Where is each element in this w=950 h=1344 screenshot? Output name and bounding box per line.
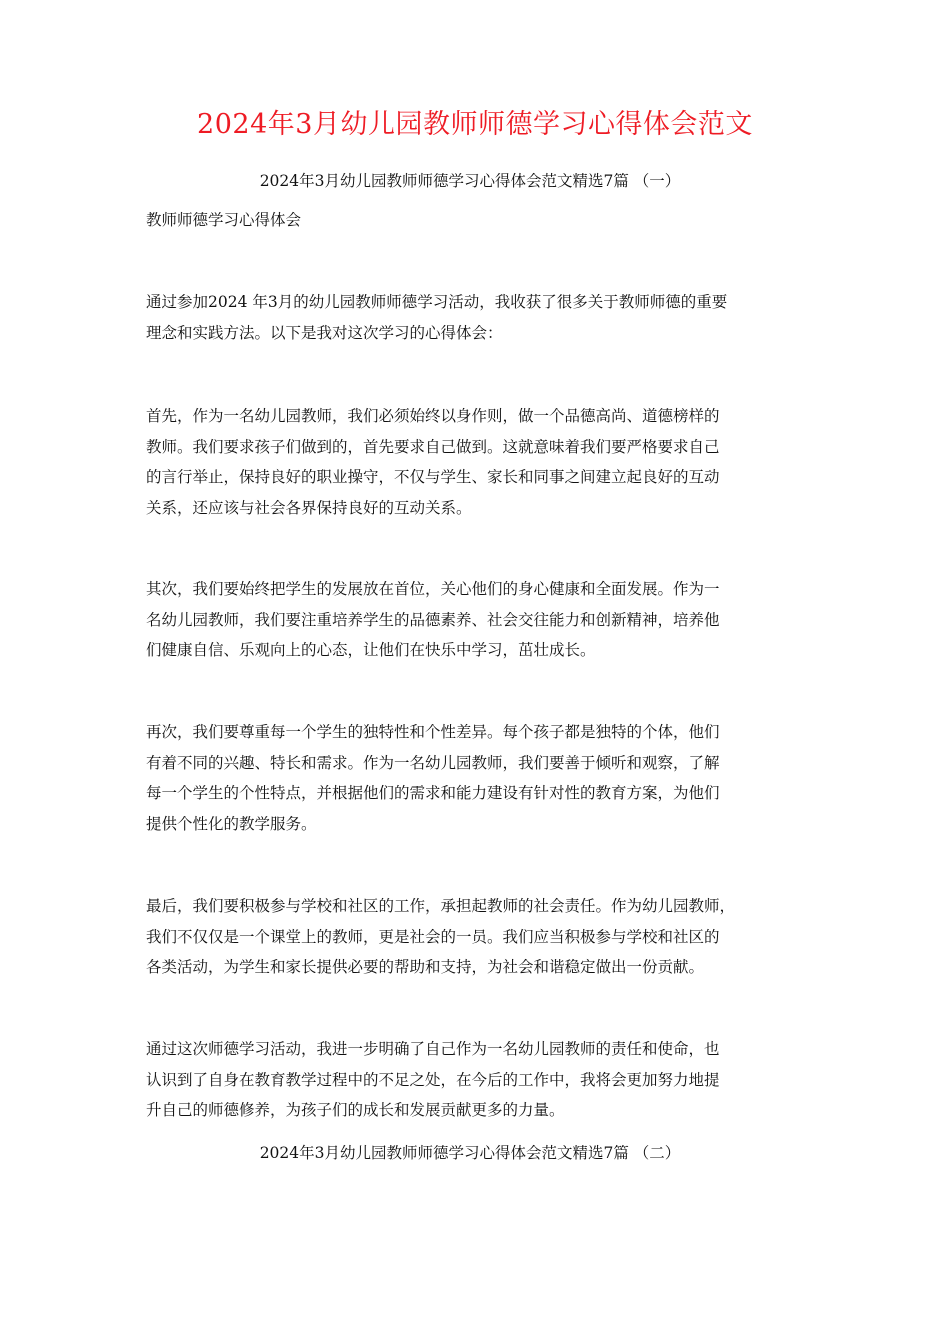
paragraph-1	[146, 287, 836, 348]
paragraph-line: 教师。我们要求孩子们做到的，首先要求自己做到。这就意味着我们要严格要求自己	[146, 437, 720, 456]
paragraph-line: 名幼儿园教师，我们要注重培养学生的品德素养、社会交往能力和创新精神，培养他	[146, 610, 720, 629]
paragraph-line: 们健康自信、乐观向上的心态，让他们在快乐中学习，茁壮成长。	[146, 641, 596, 659]
paragraph-line: 我们不仅仅是一个课堂上的教师，更是社会的一员。我们应当积极参与学校和社区的	[146, 927, 720, 946]
paragraph-2	[146, 401, 836, 523]
article-subtitle-2: 2024年3月幼儿园教师师德学习心得体会范文精选7篇 （二）	[259, 1144, 681, 1162]
paragraph-line: 最后，我们要积极参与学校和社区的工作，承担起教师的社会责任。作为幼儿园教师，	[146, 897, 736, 915]
paragraph-line: 再次，我们要尊重每一个学生的独特性和个性差异。每个孩子都是独特的个体，他们	[146, 723, 720, 741]
paragraph-line: 理念和实践方法。以下是我对这次学习的心得体会：	[146, 323, 503, 342]
paragraph-3	[146, 574, 836, 666]
paragraph-line: 提供个性化的教学服务。	[146, 814, 317, 833]
paragraph-4	[146, 717, 836, 839]
paragraph-line: 认识到了自身在教育教学过程中的不足之处，在今后的工作中，我将会更加努力地提	[146, 1070, 720, 1089]
document-title: 2024年3月幼儿园教师师德学习心得体会范文	[197, 109, 753, 140]
section-heading: 教师师德学习心得体会	[146, 211, 302, 229]
article-subtitle-1: 2024年3月幼儿园教师师德学习心得体会范文精选7篇 （一）	[259, 172, 681, 190]
paragraph-line: 通过这次师德学习活动，我进一步明确了自己作为一名幼儿园教师的责任和使命，也	[146, 1040, 720, 1058]
paragraph-line: 有着不同的兴趣、特长和需求。作为一名幼儿园教师，我们要善于倾听和观察，了解	[146, 753, 720, 772]
paragraph-line: 首先，作为一名幼儿园教师，我们必须始终以身作则，做一个品德高尚、道德榜样的	[146, 407, 720, 425]
paragraph-line: 通过参加2024 年3月的幼儿园教师师德学习活动，我收获了很多关于教师师德的重要	[146, 293, 728, 311]
paragraph-6	[146, 1034, 836, 1126]
paragraph-line: 各类活动，为学生和家长提供必要的帮助和支持，为社会和谐稳定做出一份贡献。	[146, 958, 705, 976]
paragraph-line: 每一个学生的个性特点，并根据他们的需求和能力建设有针对性的教育方案，为他们	[146, 784, 720, 802]
paragraph-line: 升自己的师德修养，为孩子们的成长和发展贡献更多的力量。	[146, 1101, 565, 1119]
paragraph-line: 关系，还应该与社会各界保持良好的互动关系。	[146, 498, 472, 517]
paragraph-line: 其次，我们要始终把学生的发展放在首位，关心他们的身心健康和全面发展。作为一	[146, 580, 720, 598]
paragraph-5	[146, 891, 836, 983]
paragraph-line: 的言行举止，保持良好的职业操守，不仅与学生、家长和同事之间建立起良好的互动	[146, 468, 720, 486]
